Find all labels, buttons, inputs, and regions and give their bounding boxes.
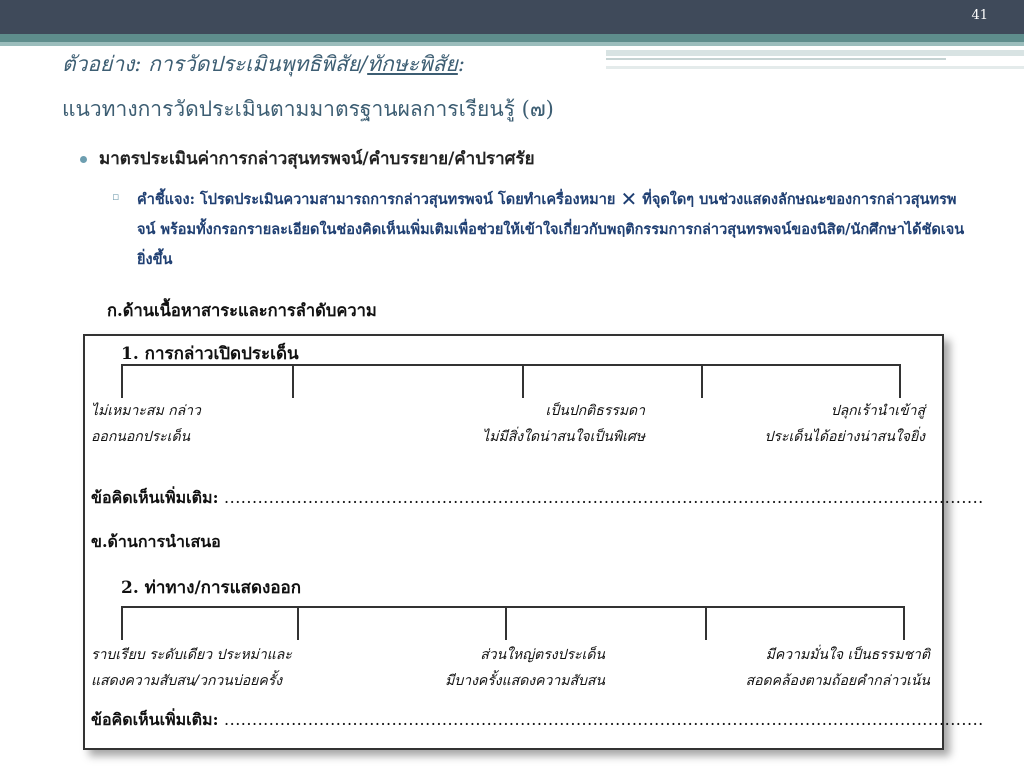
decor-bar xyxy=(606,66,1024,69)
scale2-middle-anchor xyxy=(335,642,605,694)
anchor-line: สอดคล้องตามถ้อยคำกล่าวเน้น xyxy=(745,673,930,689)
instruction-part2: ที่จุดใดๆ บนช่วงแสดงลักษณะของการกล่าวสุนทรพจน์ พร้อมทั้งกรอกรายละเอียดในช่องคิดเห็นเพิ่มเติมเพื่อช่วยให้เข้าใจเกี่ยวกับพฤติกรรมการกล่าวสุนทรพจน์ของนิสิต/นักศึกษาได้ชัดเจนยิ่งขึ้น xyxy=(137,191,965,268)
slide-title-line1 xyxy=(62,48,465,81)
bullet-icon xyxy=(80,156,87,163)
section-a-heading: ก.ด้านเนื้อหาสาระและการลำดับความ xyxy=(107,301,377,320)
scale1-right-anchor xyxy=(645,398,925,450)
decor-bar xyxy=(606,58,946,60)
comment-row-1 xyxy=(91,486,984,511)
instruction-text xyxy=(137,184,967,275)
comment-field[interactable]: ........................................................................................................................................ xyxy=(224,710,984,729)
scale2-right-anchor xyxy=(645,642,930,694)
comment-label: ข้อคิดเห็นเพิ่มเติม: xyxy=(91,488,219,507)
anchor-line: เป็นปกติธรรมดา xyxy=(545,403,645,419)
rating-scale-figure xyxy=(83,334,984,750)
sub-bullet-icon: ▫ xyxy=(112,190,120,203)
anchor-line: มีบางครั้งแสดงความสับสน xyxy=(445,673,605,689)
slide-title-line2: แนวทางการวัดประเมินตามมาตรฐานผลการเรียนรู้ (๗) xyxy=(62,97,554,121)
anchor-line: ออกนอกประเด็น xyxy=(91,429,191,445)
anchor-line: ไม่มีสิ่งใดน่าสนใจเป็นพิเศษ xyxy=(482,429,645,445)
scale2-tick xyxy=(121,606,123,640)
scale1-middle-anchor xyxy=(345,398,645,450)
comment-row-2 xyxy=(91,708,984,733)
anchor-line: แสดงความสับสน/วกวนบ่อยครั้ง xyxy=(91,673,283,689)
scale2-tick xyxy=(705,606,707,640)
scale2-line xyxy=(121,606,905,608)
anchor-line: ไม่เหมาะสม กล่าว xyxy=(91,403,201,419)
scale1-left-anchor xyxy=(91,398,201,450)
scale1-line xyxy=(121,364,901,366)
scale1-tick xyxy=(701,364,703,398)
bullet-item xyxy=(80,145,535,172)
decor-bar xyxy=(606,50,1024,56)
scale1-heading: 1. การกล่าวเปิดประเด็น xyxy=(121,344,299,364)
title-underlined: ทักษะพิสัย xyxy=(367,52,458,76)
scale2-left-anchor xyxy=(91,642,292,694)
title-prefix: ตัวอย่าง: การวัดประเมินพุทธิพิสัย/ xyxy=(62,52,368,76)
anchor-line: ประเด็นได้อย่างน่าสนใจยิ่ง xyxy=(764,429,925,445)
comment-field[interactable]: ........................................................................................................................................ xyxy=(224,488,984,507)
section-b-heading: ข.ด้านการนำเสนอ xyxy=(91,532,221,551)
anchor-line: ปลุกเร้านำเข้าสู่ xyxy=(830,403,925,419)
scale1-tick xyxy=(292,364,294,398)
slide-number: 41 xyxy=(971,8,988,23)
top-banner xyxy=(0,0,1024,34)
bullet-text: มาตรประเมินค่าการกล่าวสุนทรพจน์/คำบรรยาย/คำปราศรัย xyxy=(99,149,535,169)
instruction-part1: คำชี้แจง: โปรดประเมินความสามารถการกล่าวสุนทรพจน์ โดยทำเครื่องหมาย xyxy=(137,191,616,208)
scale1-tick xyxy=(899,364,901,398)
scale1-tick xyxy=(121,364,123,398)
scale2-tick xyxy=(903,606,905,640)
scale1-tick xyxy=(522,364,524,398)
comment-label: ข้อคิดเห็นเพิ่มเติม: xyxy=(91,710,219,729)
accent-stripe xyxy=(0,34,1024,42)
anchor-line: มีความมั่นใจ เป็นธรรมชาติ xyxy=(765,647,930,663)
cross-mark-icon: ✕ xyxy=(620,187,638,211)
title-suffix: : xyxy=(457,52,465,76)
anchor-line: ส่วนใหญ่ตรงประเด็น xyxy=(480,647,605,663)
scale2-heading: 2. ท่าทาง/การแสดงออก xyxy=(121,578,302,598)
anchor-line: ราบเรียบ ระดับเดียว ประหม่าและ xyxy=(91,647,292,663)
scale2-tick xyxy=(297,606,299,640)
scale2-tick xyxy=(505,606,507,640)
